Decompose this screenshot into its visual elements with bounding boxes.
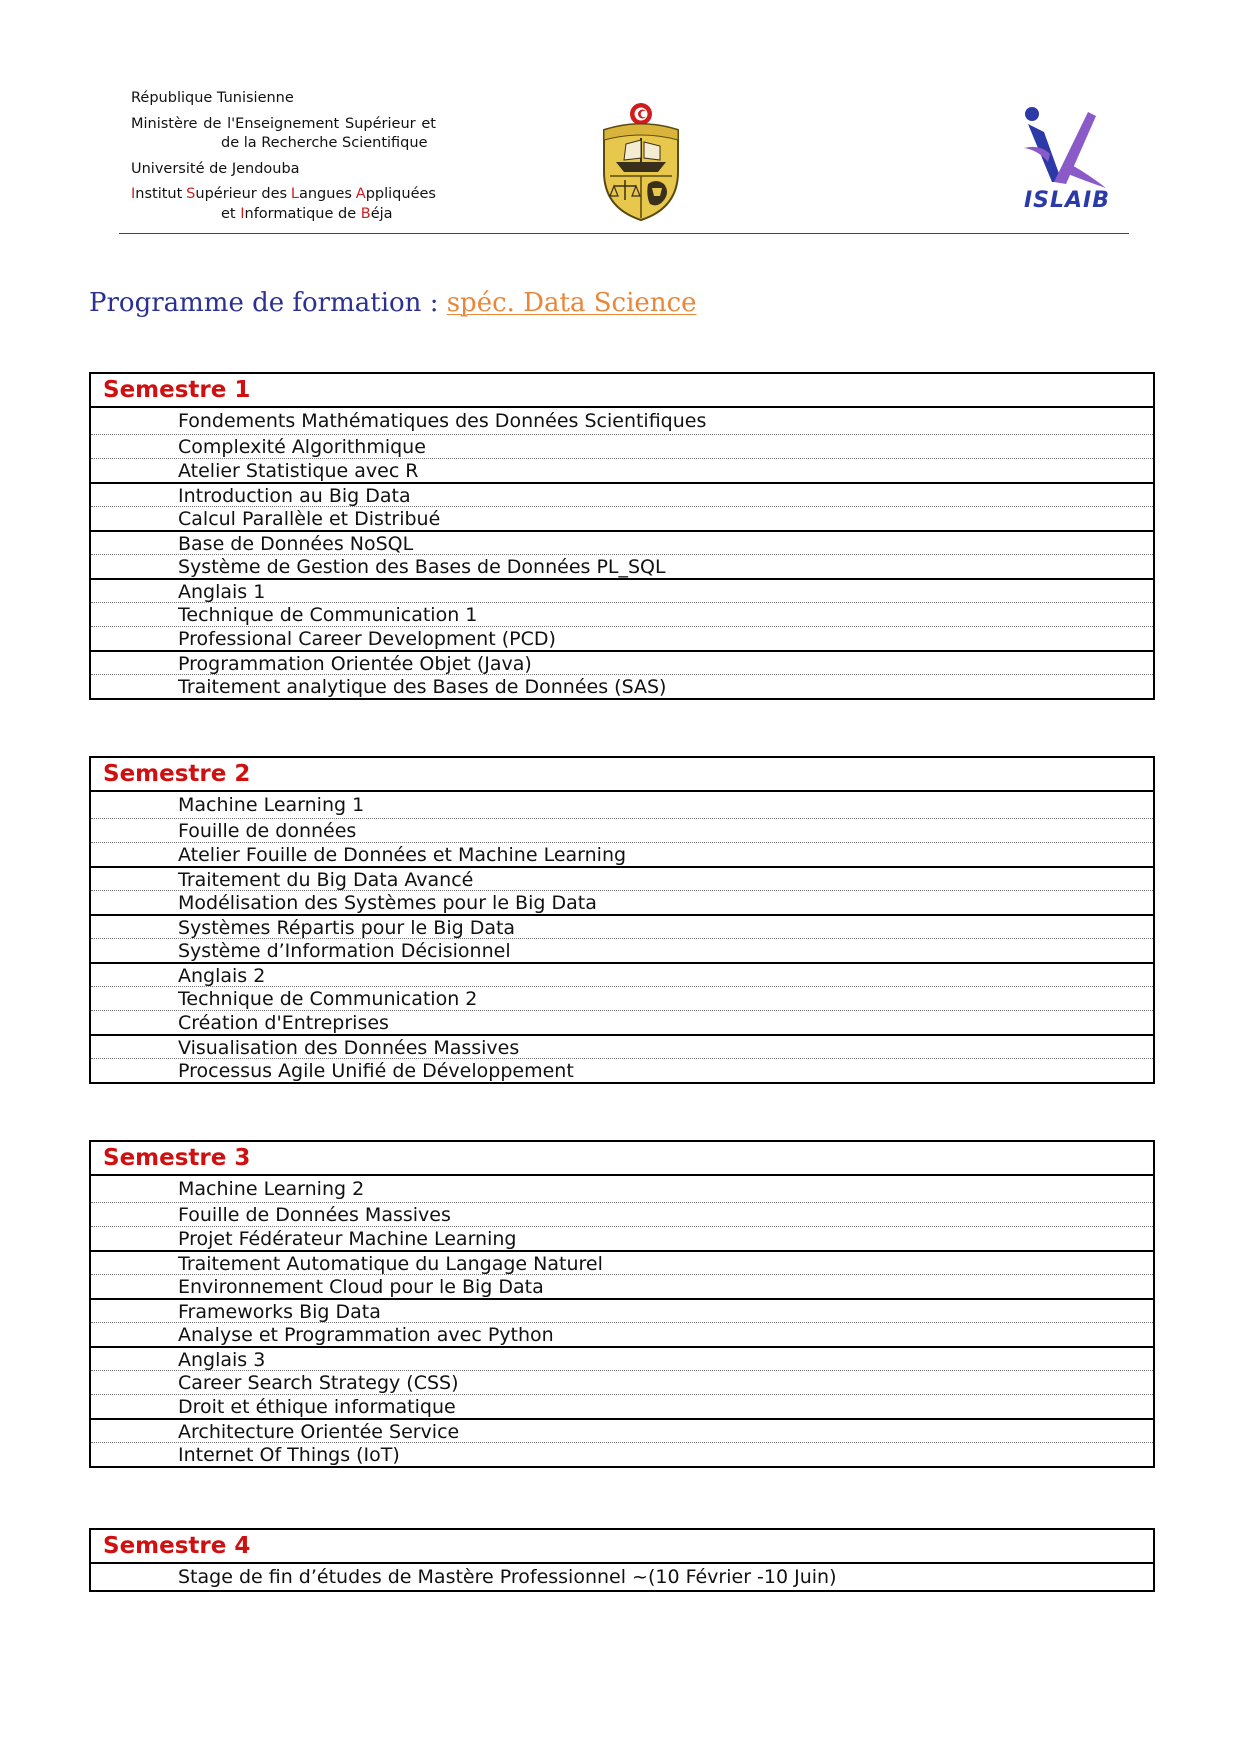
semester-heading: Semestre 4 <box>91 1530 1153 1564</box>
course-row: Modélisation des Systèmes pour le Big Data <box>91 890 1153 914</box>
course-row: Stage de fin d’études de Mastère Professionnel ~(10 Février -10 Juin) <box>178 1566 837 1588</box>
course-row: Fouille de données <box>91 818 1153 842</box>
course-row: Processus Agile Unifié de Développement <box>91 1058 1153 1082</box>
course-row: Technique de Communication 1 <box>91 602 1153 626</box>
institute-word: Institut <box>131 186 183 202</box>
course-row: Droit et éthique informatique <box>91 1394 1153 1418</box>
course-row: Traitement Automatique du Langage Naturel <box>91 1250 1153 1274</box>
ministry-word: Supérieur <box>345 115 416 132</box>
course-row: Introduction au Big Data <box>91 482 1153 506</box>
page-title <box>89 288 697 318</box>
course-row: Machine Learning 2 <box>178 1178 365 1200</box>
title-main: Programme de formation : <box>89 288 447 318</box>
semester-heading: Semestre 1 <box>91 374 1153 408</box>
course-row: Fouille de Données Massives <box>91 1202 1153 1226</box>
semester-table <box>89 372 1155 700</box>
course-row: Machine Learning 1 <box>178 794 365 816</box>
header-divider <box>119 233 1129 234</box>
course-row: Traitement du Big Data Avancé <box>91 866 1153 890</box>
course-row: Création d'Entreprises <box>91 1010 1153 1034</box>
course-row: Anglais 1 <box>91 578 1153 602</box>
course-row: Professional Career Development (PCD) <box>91 626 1153 650</box>
course-row: Internet Of Things (IoT) <box>91 1442 1153 1466</box>
ministry-word: Ministère <box>131 115 198 132</box>
ministry-line-1 <box>131 115 436 135</box>
course-row: Systèmes Répartis pour le Big Data <box>91 914 1153 938</box>
course-row: Architecture Orientée Service <box>91 1418 1153 1442</box>
course-row: Environnement Cloud pour le Big Data <box>91 1274 1153 1298</box>
republic-line: République Tunisienne <box>131 90 294 106</box>
course-row: Visualisation des Données Massives <box>91 1034 1153 1058</box>
institute-line-1 <box>131 185 436 205</box>
institute-word: Langues <box>290 186 352 202</box>
course-row: Système d’Information Décisionnel <box>91 938 1153 962</box>
course-row: Projet Fédérateur Machine Learning <box>91 1226 1153 1250</box>
course-row: Traitement analytique des Bases de Données (SAS) <box>91 674 1153 698</box>
course-row: Atelier Statistique avec R <box>91 458 1153 482</box>
course-row: Anglais 2 <box>91 962 1153 986</box>
course-row: Technique de Communication 2 <box>91 986 1153 1010</box>
ministry-word: l'Enseignement <box>227 115 340 132</box>
semester-table <box>89 1528 1155 1592</box>
institution-header <box>131 89 441 224</box>
institute-word: Supérieur des <box>186 186 288 202</box>
institute-line-2: et Informatique de Béja <box>221 205 393 222</box>
course-row: Complexité Algorithmique <box>91 434 1153 458</box>
logo-text: ISLAIB <box>1023 188 1111 213</box>
ministry-line-2: de la Recherche Scientifique <box>221 135 428 151</box>
semester-table <box>89 1140 1155 1468</box>
semester-heading: Semestre 3 <box>91 1142 1153 1176</box>
course-row: Analyse et Programmation avec Python <box>91 1322 1153 1346</box>
title-specialty: spéc. Data Science <box>446 288 697 318</box>
semester-heading: Semestre 2 <box>91 758 1153 792</box>
semester-table <box>89 756 1155 1084</box>
course-row: Anglais 3 <box>91 1346 1153 1370</box>
coat-of-arms-emblem <box>596 100 686 224</box>
course-row: Base de Données NoSQL <box>91 530 1153 554</box>
course-row: Calcul Parallèle et Distribué <box>91 506 1153 530</box>
course-row: Frameworks Big Data <box>91 1298 1153 1322</box>
course-row: Career Search Strategy (CSS) <box>91 1370 1153 1394</box>
ministry-word: et <box>421 115 436 132</box>
course-row: Fondements Mathématiques des Données Scientifiques <box>178 410 707 432</box>
course-row: Programmation Orientée Objet (Java) <box>91 650 1153 674</box>
ministry-word: de <box>203 115 222 132</box>
course-row: Système de Gestion des Bases de Données PL_SQL <box>91 554 1153 578</box>
university-line: Université de Jendouba <box>131 160 300 177</box>
course-row: Atelier Fouille de Données et Machine Learning <box>91 842 1153 866</box>
institute-word: Appliquées <box>355 186 436 202</box>
